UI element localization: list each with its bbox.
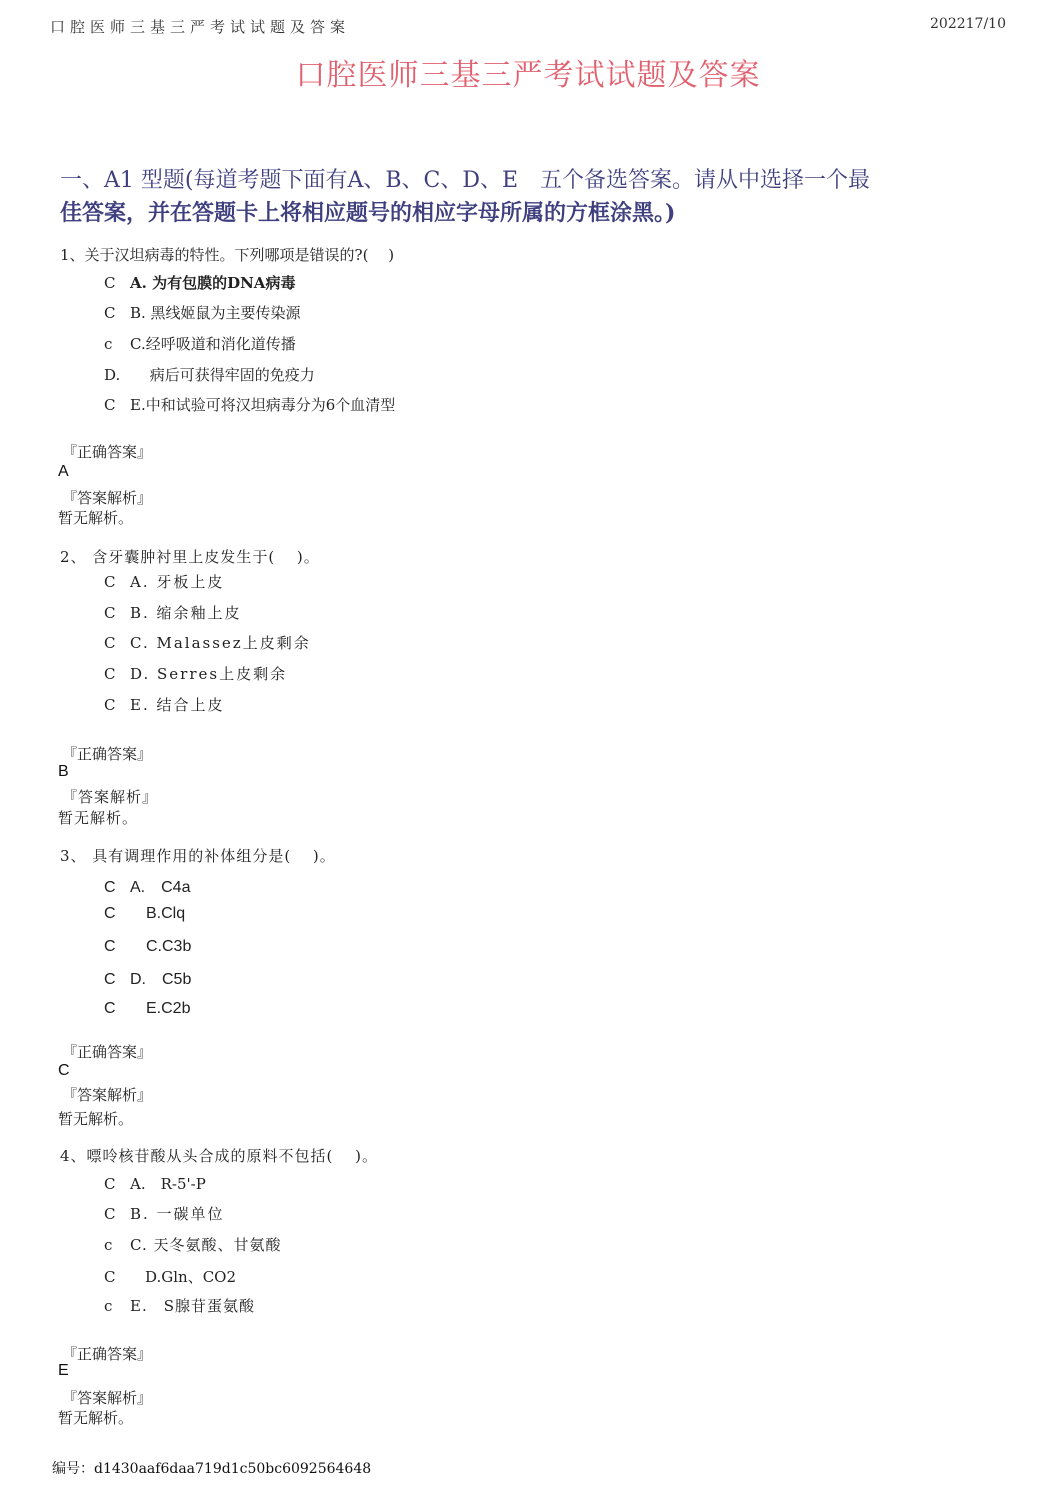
analysis-text: 暂无解析。 (58, 1110, 134, 1128)
option-c[interactable] (104, 1234, 281, 1255)
option-mark: c (104, 335, 113, 353)
option-text: D.Gln、CO2 (130, 1268, 237, 1286)
analysis-label: 『答案解析』 (62, 489, 153, 507)
question-stem: 3、 具有调理作用的补体组分是( )。 (60, 847, 336, 865)
option-text: E.C2b (130, 1000, 191, 1017)
option-mark: C (104, 573, 118, 591)
answer-label: 『正确答案』 (62, 443, 153, 461)
analysis-text: 暂无解析。 (58, 509, 134, 527)
option-mark: C (104, 905, 116, 922)
analysis-label: 『答案解析』 (62, 1086, 153, 1104)
option-text: E.中和试验可将汉坦病毒分为6个血清型 (130, 396, 396, 414)
option-mark: C (104, 1205, 118, 1223)
option-a[interactable] (104, 1173, 206, 1194)
analysis-text: 暂无解析。 (58, 1409, 134, 1427)
option-text: B.Clq (130, 905, 186, 922)
document-code: 编号：d1430aaf6daa719d1c50bc6092564648 (52, 1461, 372, 1477)
analysis-text: 暂无解析。 (58, 809, 139, 827)
option-mark: C (104, 1000, 116, 1017)
answer-label: 『正确答案』 (62, 745, 153, 763)
option-mark: C (104, 879, 116, 896)
option-b[interactable] (104, 900, 185, 923)
option-c[interactable] (104, 333, 296, 354)
option-mark: c (104, 1297, 114, 1315)
option-text: 病后可获得牢固的免疫力 (130, 366, 315, 384)
option-mark: C (104, 1175, 116, 1193)
option-text: D. C5b (130, 971, 192, 988)
option-text: E. 结合上皮 (130, 696, 225, 714)
option-text: B. 黑线姬鼠为主要传染源 (130, 304, 301, 322)
option-a[interactable] (104, 272, 295, 293)
option-text: B. 一碳单位 (130, 1205, 225, 1223)
option-d[interactable] (104, 663, 287, 684)
question-stem: 4、嘌呤核苷酸从头合成的原料不包括( )。 (60, 1147, 379, 1165)
option-d[interactable] (104, 364, 315, 385)
option-mark: C (104, 938, 116, 955)
option-b[interactable] (104, 602, 242, 623)
answer-value: A (58, 463, 69, 480)
option-text: B. 缩余釉上皮 (130, 604, 242, 622)
option-mark: D. (104, 366, 121, 384)
option-e[interactable] (104, 394, 395, 415)
option-d[interactable] (104, 1266, 236, 1287)
option-mark: C (104, 274, 116, 292)
option-c[interactable] (104, 933, 191, 956)
running-header-date: 202217/10 (930, 16, 1006, 32)
option-text: D. Serres上皮剩余 (130, 665, 288, 683)
option-text: A. R-5'-P (130, 1175, 206, 1193)
option-mark: C (104, 396, 116, 414)
option-text: A. 牙板上皮 (130, 573, 225, 591)
question-stem: 2、 含牙囊肿衬里上皮发生于( )。 (60, 548, 320, 566)
option-b[interactable] (104, 302, 301, 323)
option-text: A. 为有包膜的DNA病毒 (130, 274, 296, 292)
option-mark: C (104, 696, 118, 714)
option-mark: C (104, 604, 118, 622)
section-heading-line1: 一、A1 型题(每道考题下面有A、B、C、D、E 五个备选答案。请从中选择一个最 (60, 168, 871, 193)
option-e[interactable] (104, 694, 225, 715)
answer-value: B (58, 763, 69, 780)
option-c[interactable] (104, 632, 311, 653)
option-mark: C (104, 971, 116, 988)
option-text: A. C4a (130, 879, 191, 896)
answer-value: C (58, 1062, 70, 1079)
answer-value: E (58, 1362, 69, 1379)
answer-label: 『正确答案』 (62, 1345, 153, 1363)
option-e[interactable] (104, 995, 190, 1018)
option-a[interactable] (104, 571, 224, 592)
option-mark: C (104, 634, 118, 652)
option-text: C. 天冬氨酸、甘氨酸 (130, 1236, 282, 1254)
option-text: C.C3b (130, 938, 192, 955)
section-heading-line2: 佳答案，并在答题卡上将相应题号的相应字母所属的方框涂黑。) (60, 200, 676, 226)
option-d[interactable] (104, 966, 191, 989)
analysis-label: 『答案解析』 (62, 1389, 153, 1407)
option-b[interactable] (104, 1203, 225, 1224)
option-a[interactable] (104, 874, 190, 897)
option-e[interactable] (104, 1295, 255, 1316)
answer-label: 『正确答案』 (62, 1043, 153, 1061)
question-stem: 1、关于汉坦病毒的特性。下列哪项是错误的?( ) (60, 246, 395, 264)
option-text: C.经呼吸道和消化道传播 (130, 335, 296, 353)
option-text: E. S腺苷蛋氨酸 (130, 1297, 255, 1315)
running-header-title: 口腔医师三基三严考试试题及答案 (50, 18, 351, 36)
option-mark: C (104, 1268, 116, 1286)
option-mark: C (104, 304, 116, 322)
page-title: 口腔医师三基三严考试试题及答案 (295, 58, 761, 93)
option-text: C. Malassez上皮剩余 (130, 634, 311, 652)
option-mark: C (104, 665, 118, 683)
analysis-label: 『答案解析』 (62, 788, 159, 806)
option-mark: c (104, 1236, 114, 1254)
